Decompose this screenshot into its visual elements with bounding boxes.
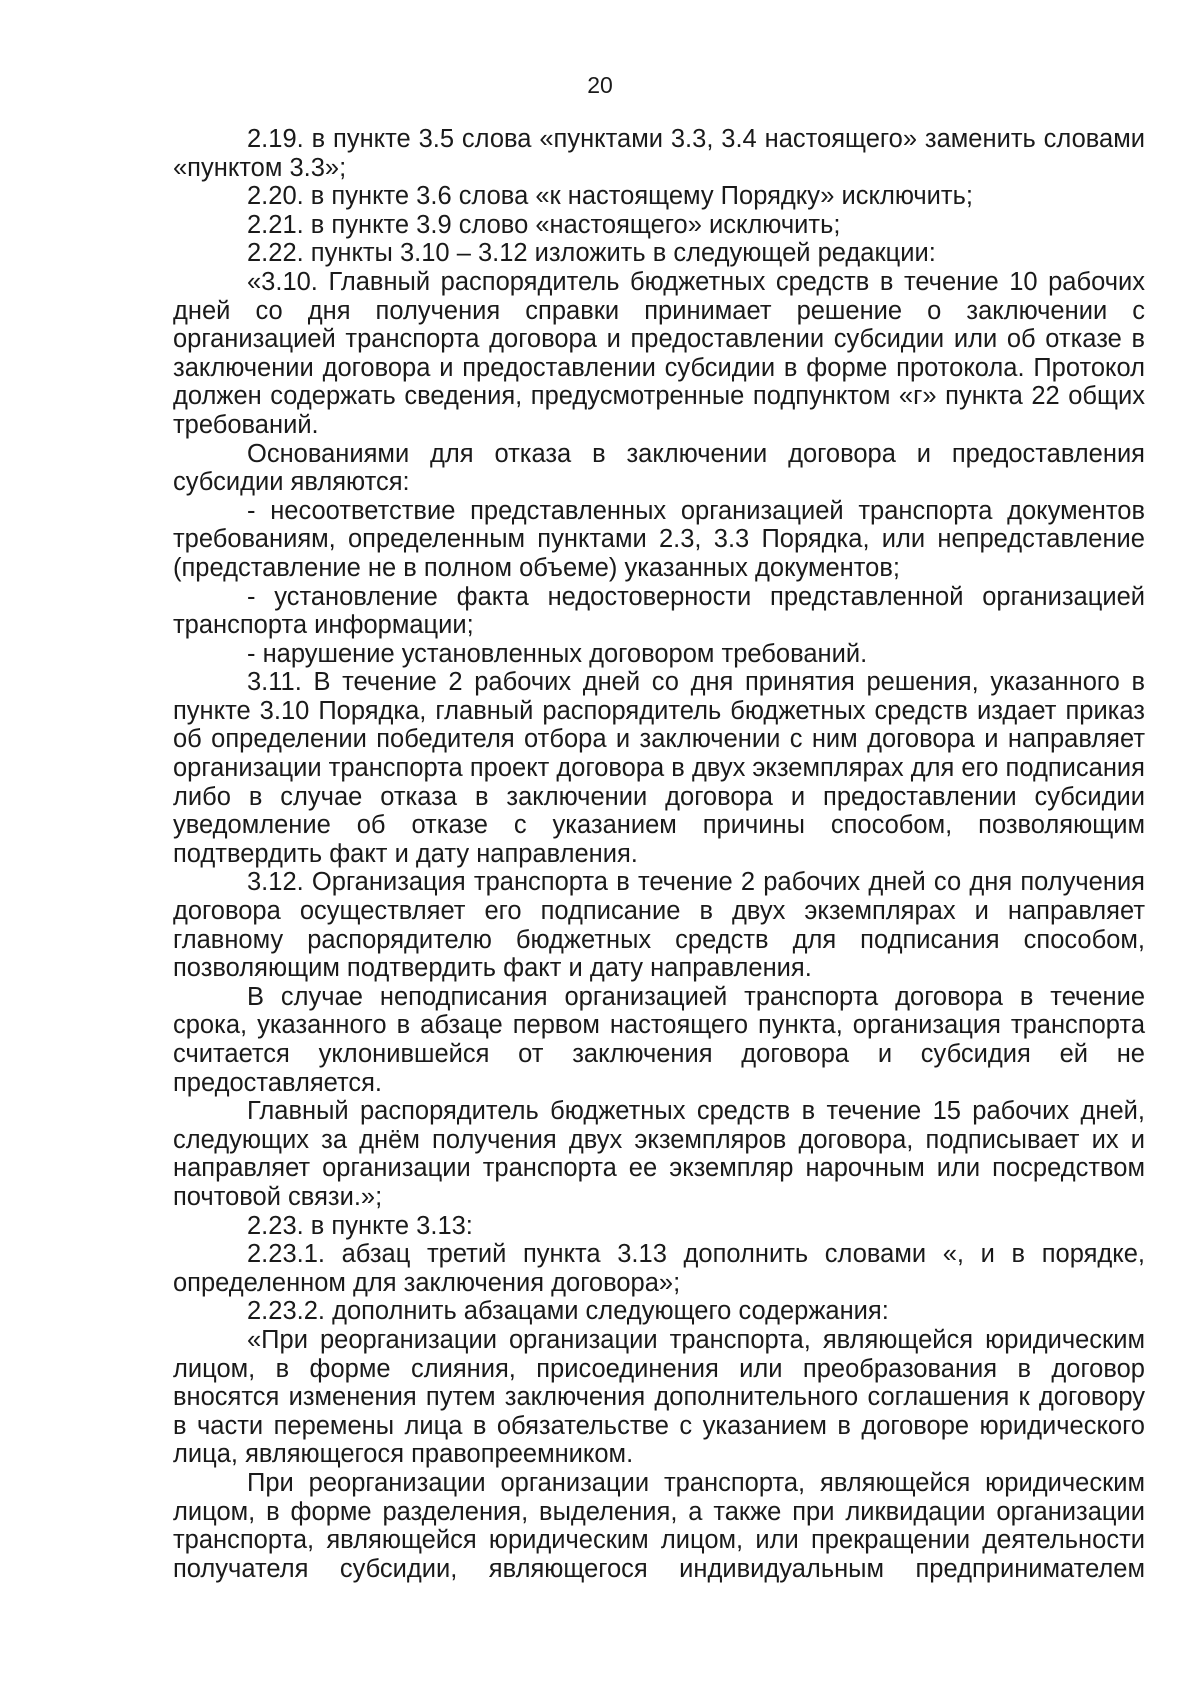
document-body bbox=[173, 125, 1145, 1583]
paragraph-3-12: 3.12. Организация транспорта в течение 2 рабочих дней со дня получения договора осуществляет его подписание в двух экземплярах и направляет главному распорядителю бюджетных средств для подписания способом, позволяющим подтвердить факт и дату направления. bbox=[173, 868, 1145, 983]
paragraph-non-signing: В случае неподписания организацией транспорта договора в течение срока, указанного в абзаце первом настоящего пункта, организация транспорта считается уклонившейся от заключения договора и субсидия ей не предоставляется. bbox=[173, 982, 1145, 1097]
paragraph-reorganization-division: При реорганизации организации транспорта, являющейся юридическим лицом, в форме разделения, выделения, а также при ликвидации организации транспорта, являющейся юридическим лицом, или прекращении деятельности получателя субсидии, являющегося индивидуальным предпринимателем bbox=[173, 1468, 1145, 1583]
paragraph-2-23-2: 2.23.2. дополнить абзацами следующего содержания: bbox=[247, 1297, 889, 1326]
list-item-violation: - нарушение установленных договором требований. bbox=[247, 639, 868, 668]
paragraph-2-21: 2.21. в пункте 3.9 слово «настоящего» исключить; bbox=[247, 210, 841, 239]
paragraph-reorganization-merger: «При реорганизации организации транспорта, являющейся юридическим лицом, в форме слияния, присоединения или преобразования в договор вносятся изменения путем заключения дополнительного соглашения к договору в части перемены лица в обязательстве с указанием в договоре юридического лица, являющегося правопреемником. bbox=[173, 1325, 1145, 1469]
paragraph-signing-term: Главный распорядитель бюджетных средств в течение 15 рабочих дней, следующих за днём получения двух экземпляров договора, подписывает их и направляет организации транспорта ее экземпляр нарочным или посредством почтовой связи.»; bbox=[173, 1097, 1145, 1211]
paragraph-2-22: 2.22. пункты 3.10 – 3.12 изложить в следующей редакции: bbox=[247, 239, 936, 268]
paragraph-2-23-1: 2.23.1. абзац третий пункта 3.13 дополнить словами «, и в порядке, определенном для заключения договора»; bbox=[173, 1240, 1145, 1297]
list-item-nonconformity: - несоответствие представленных организацией транспорта документов требованиям, определенным пунктами 2.3, 3.3 Порядка, или непредставление (представление не в полном объеме) указанных документов; bbox=[173, 496, 1145, 582]
page-number: 20 bbox=[587, 72, 613, 98]
paragraph-refusal-grounds: Основаниями для отказа в заключении договора и предоставления субсидии являются: bbox=[173, 439, 1145, 497]
list-item-unreliability: - установление факта недостоверности представленной организацией транспорта информации; bbox=[173, 582, 1145, 640]
paragraph-3-10: «3.10. Главный распорядитель бюджетных средств в течение 10 рабочих дней со дня получения справки принимает решение о заключении с организацией транспорта договора и предоставлении субсидии или об отказе в заключении договора и предоставлении субсидии в форме протокола. Протокол должен содержать сведения, предусмотренные подпунктом «г» пункта 22 общих требований. bbox=[173, 267, 1145, 439]
paragraph-2-23: 2.23. в пункте 3.13: bbox=[247, 1211, 473, 1240]
paragraph-2-19: 2.19. в пункте 3.5 слова «пунктами 3.3, 3.4 настоящего» заменить словами «пунктом 3.3»; bbox=[173, 125, 1145, 182]
paragraph-2-20: 2.20. в пункте 3.6 слова «к настоящему Порядку» исключить; bbox=[247, 182, 973, 211]
paragraph-3-11: 3.11. В течение 2 рабочих дней со дня принятия решения, указанного в пункте 3.10 Порядка, главный распорядитель бюджетных средств издает приказ об определении победителя отбора и заключении с ним договора и направляет организации транспорта проект договора в двух экземплярах для его подписания либо в случае отказа в заключении договора и предоставлении субсидии уведомление об отказе с указанием причины способом, позволяющим подтвердить факт и дату направления. bbox=[173, 668, 1145, 868]
